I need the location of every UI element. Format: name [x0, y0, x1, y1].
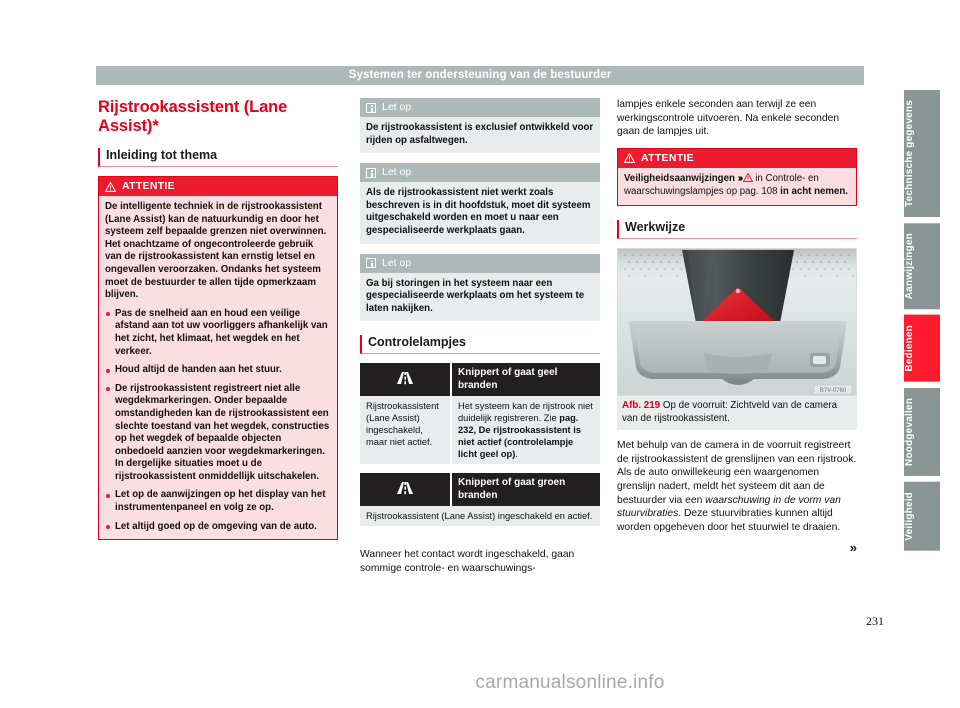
sidebar-item-aanwijzingen[interactable]: Aanwijzingen — [904, 223, 940, 309]
figure-image-windscreen-camera — [617, 248, 857, 396]
attention-ref-label: Veiligheidsaanwijzingen — [624, 172, 738, 184]
attention-bullet: Let altijd goed op de omgeving van de auto. — [105, 521, 331, 534]
attention-label: ATTENTIE — [122, 180, 175, 192]
attention-box-right — [617, 148, 857, 206]
attention-paragraph: De intelligente techniek in de rijstrookassistent (Lane Assist) kan de natuurkundig en door het systeem zelf bepaalde grenzen niet overwinnen. Het onachtzame of ongecontroleerde gebruik van de rijstrookassistent kan ernstig letsel en ongevallen veroorzaken. Ondanks het systeem moet de bestuurder te allen tijde opmerkzaam blijven. — [105, 201, 327, 301]
inline-warning-triangle-icon — [743, 173, 753, 187]
note-header — [360, 98, 600, 117]
info-icon — [366, 103, 376, 113]
info-icon — [366, 168, 376, 178]
svg-text:B7V-0760: B7V-0760 — [819, 387, 847, 394]
section-heading-inleiding: Inleiding tot thema — [98, 148, 338, 167]
note-body: Als de rijstrookassistent niet werkt zoals beschreven is in dit hoofdstuk, moet dit systeem uitgeschakeld worden en moet u naar een gespecialiseerde werkplaats gaan. — [360, 182, 600, 243]
attention-text-normal: in Controle- en waarschuwingslampjes op pag. 108 — [624, 172, 819, 198]
figure-219 — [617, 248, 857, 430]
lamp-description-cell: Het systeem kan de rijstrook niet duidelijk registreren. Zie pag. 232, De rijstrookassistent is niet actief (controlelampje licht geel op). — [451, 396, 600, 464]
warning-triangle-icon — [105, 182, 116, 192]
section-heading-werkwijze: Werkwijze — [617, 220, 857, 239]
figure-reference: Afb. 219 — [622, 399, 661, 411]
warning-triangle-icon — [624, 153, 635, 163]
attention-body — [618, 168, 856, 205]
lamp-state-header: Knippert of gaat geel branden — [451, 363, 600, 396]
lane-assist-icon — [360, 473, 451, 506]
note-header — [360, 163, 600, 182]
note-box — [360, 98, 600, 153]
continue-marker: » — [849, 540, 857, 556]
cross-reference-chevrons-icon: ››› — [737, 172, 742, 184]
attention-text-bold: in acht nemen. — [780, 186, 848, 198]
intro-paragraph: lampjes enkele seconden aan terwijl ze een werkingscontrole uitvoeren. Na enkele seconden gaan de lampjes uit. — [617, 99, 840, 138]
attention-box-left — [98, 176, 338, 540]
figure-caption — [617, 396, 857, 430]
note-label: Let op — [382, 166, 412, 179]
sidebar-item-noodgevallen[interactable]: Noodgevallen — [904, 388, 940, 476]
control-lamp-table-yellow — [360, 363, 600, 464]
section-heading-controlelampjes: Controlelampjes — [360, 335, 600, 354]
attention-bullet: Houd altijd de handen aan het stuur. — [105, 364, 331, 377]
paragraph-part-normal: . Deze stuurvibraties kunnen altijd worden opgeheven door het stuurwiel te draaien. — [617, 508, 841, 533]
paragraph-part-normal: Met behulp van de camera in de voorruit registreert de rijstrookassistent de grenslijnen van een rijstrook. Als de auto onwillekeurig een waargenomen grenslijn nadert, meldt het systeem dit aan de bestuurder via een — [617, 440, 857, 506]
attention-bullet: Let op de aanwijzingen op het display van het instrumentenpaneel en volg ze op. — [105, 489, 331, 514]
attention-bullet: De rijstrookassistent registreert niet alle wegdekmarkeringen. Onder bepaalde omstandigheden kan de rijstrookassistent een slechte toestand van het wegdek, constructies op het wegdek of bepaalde objecten onbedoeld aanzien voor wegdekmarkeringen. In dergelijke situaties moet u de rijstrookassistent onmiddellijk uitschakelen. — [105, 383, 331, 484]
figure-caption-text: Op de voorruit: Zichtveld van de camera van de rijstrookassistent. — [622, 399, 838, 424]
table-row — [360, 506, 600, 526]
attention-bullet: Pas de snelheid aan en houd een veilige afstand aan tot uw voorliggers afhankelijk van het zicht, het klimaat, het wegdek en het verkeer. — [105, 308, 331, 358]
attention-bullet-list — [105, 308, 331, 534]
attention-header — [99, 177, 337, 196]
note-body: Ga bij storingen in het systeem naar een gespecialiseerde werkplaats om het systeem te laten nakijken. — [360, 273, 600, 322]
lamp-state-header: Knippert of gaat groen branden — [451, 473, 600, 506]
lamp-description-cell: Rijstrookassistent (Lane Assist) ingeschakeld en actief. — [360, 506, 600, 526]
note-box — [360, 163, 600, 243]
info-icon — [366, 258, 376, 268]
attention-header — [618, 149, 856, 168]
note-label: Let op — [382, 101, 412, 113]
paragraph-part-italic: waarschuwing in de vorm van stuurvibraties — [617, 494, 841, 520]
column-middle — [360, 98, 600, 585]
column-right — [617, 98, 857, 556]
table-row — [360, 396, 600, 464]
sidebar-item-technische-gegevens[interactable]: Technische gegevens — [904, 90, 940, 217]
attention-body — [99, 196, 337, 539]
sidebar-item-bedienen[interactable]: Bedienen — [904, 315, 940, 382]
page-title: Rijstrookassistent (Lane Assist)* — [98, 98, 288, 135]
running-head: Systemen ter ondersteuning van de bestuurder — [96, 66, 864, 85]
werkwijze-paragraph — [617, 439, 857, 534]
sidebar-item-veiligheid[interactable]: Veiligheid — [904, 482, 940, 551]
page-number: 231 — [866, 614, 884, 628]
column-left — [98, 98, 338, 550]
table-row — [360, 363, 600, 396]
watermark: carmanualsonline.info — [475, 672, 665, 693]
table-row — [360, 473, 600, 506]
note-box — [360, 254, 600, 322]
lamp-meaning-cell: Rijstrookassistent (Lane Assist) ingeschakeld, maar niet actief. — [360, 396, 451, 464]
note-body: De rijstrookassistent is exclusief ontwikkeld voor rijden op asfaltwegen. — [360, 117, 600, 153]
control-lamp-table-green — [360, 473, 600, 526]
closing-paragraph: Wanneer het contact wordt ingeschakeld, gaan sommige controle- en waarschuwings- — [360, 549, 575, 574]
side-tab-strip — [904, 90, 940, 557]
lane-assist-icon — [360, 363, 451, 396]
note-label: Let op — [382, 256, 412, 269]
note-header — [360, 254, 600, 273]
attention-label: ATTENTIE — [641, 151, 694, 164]
